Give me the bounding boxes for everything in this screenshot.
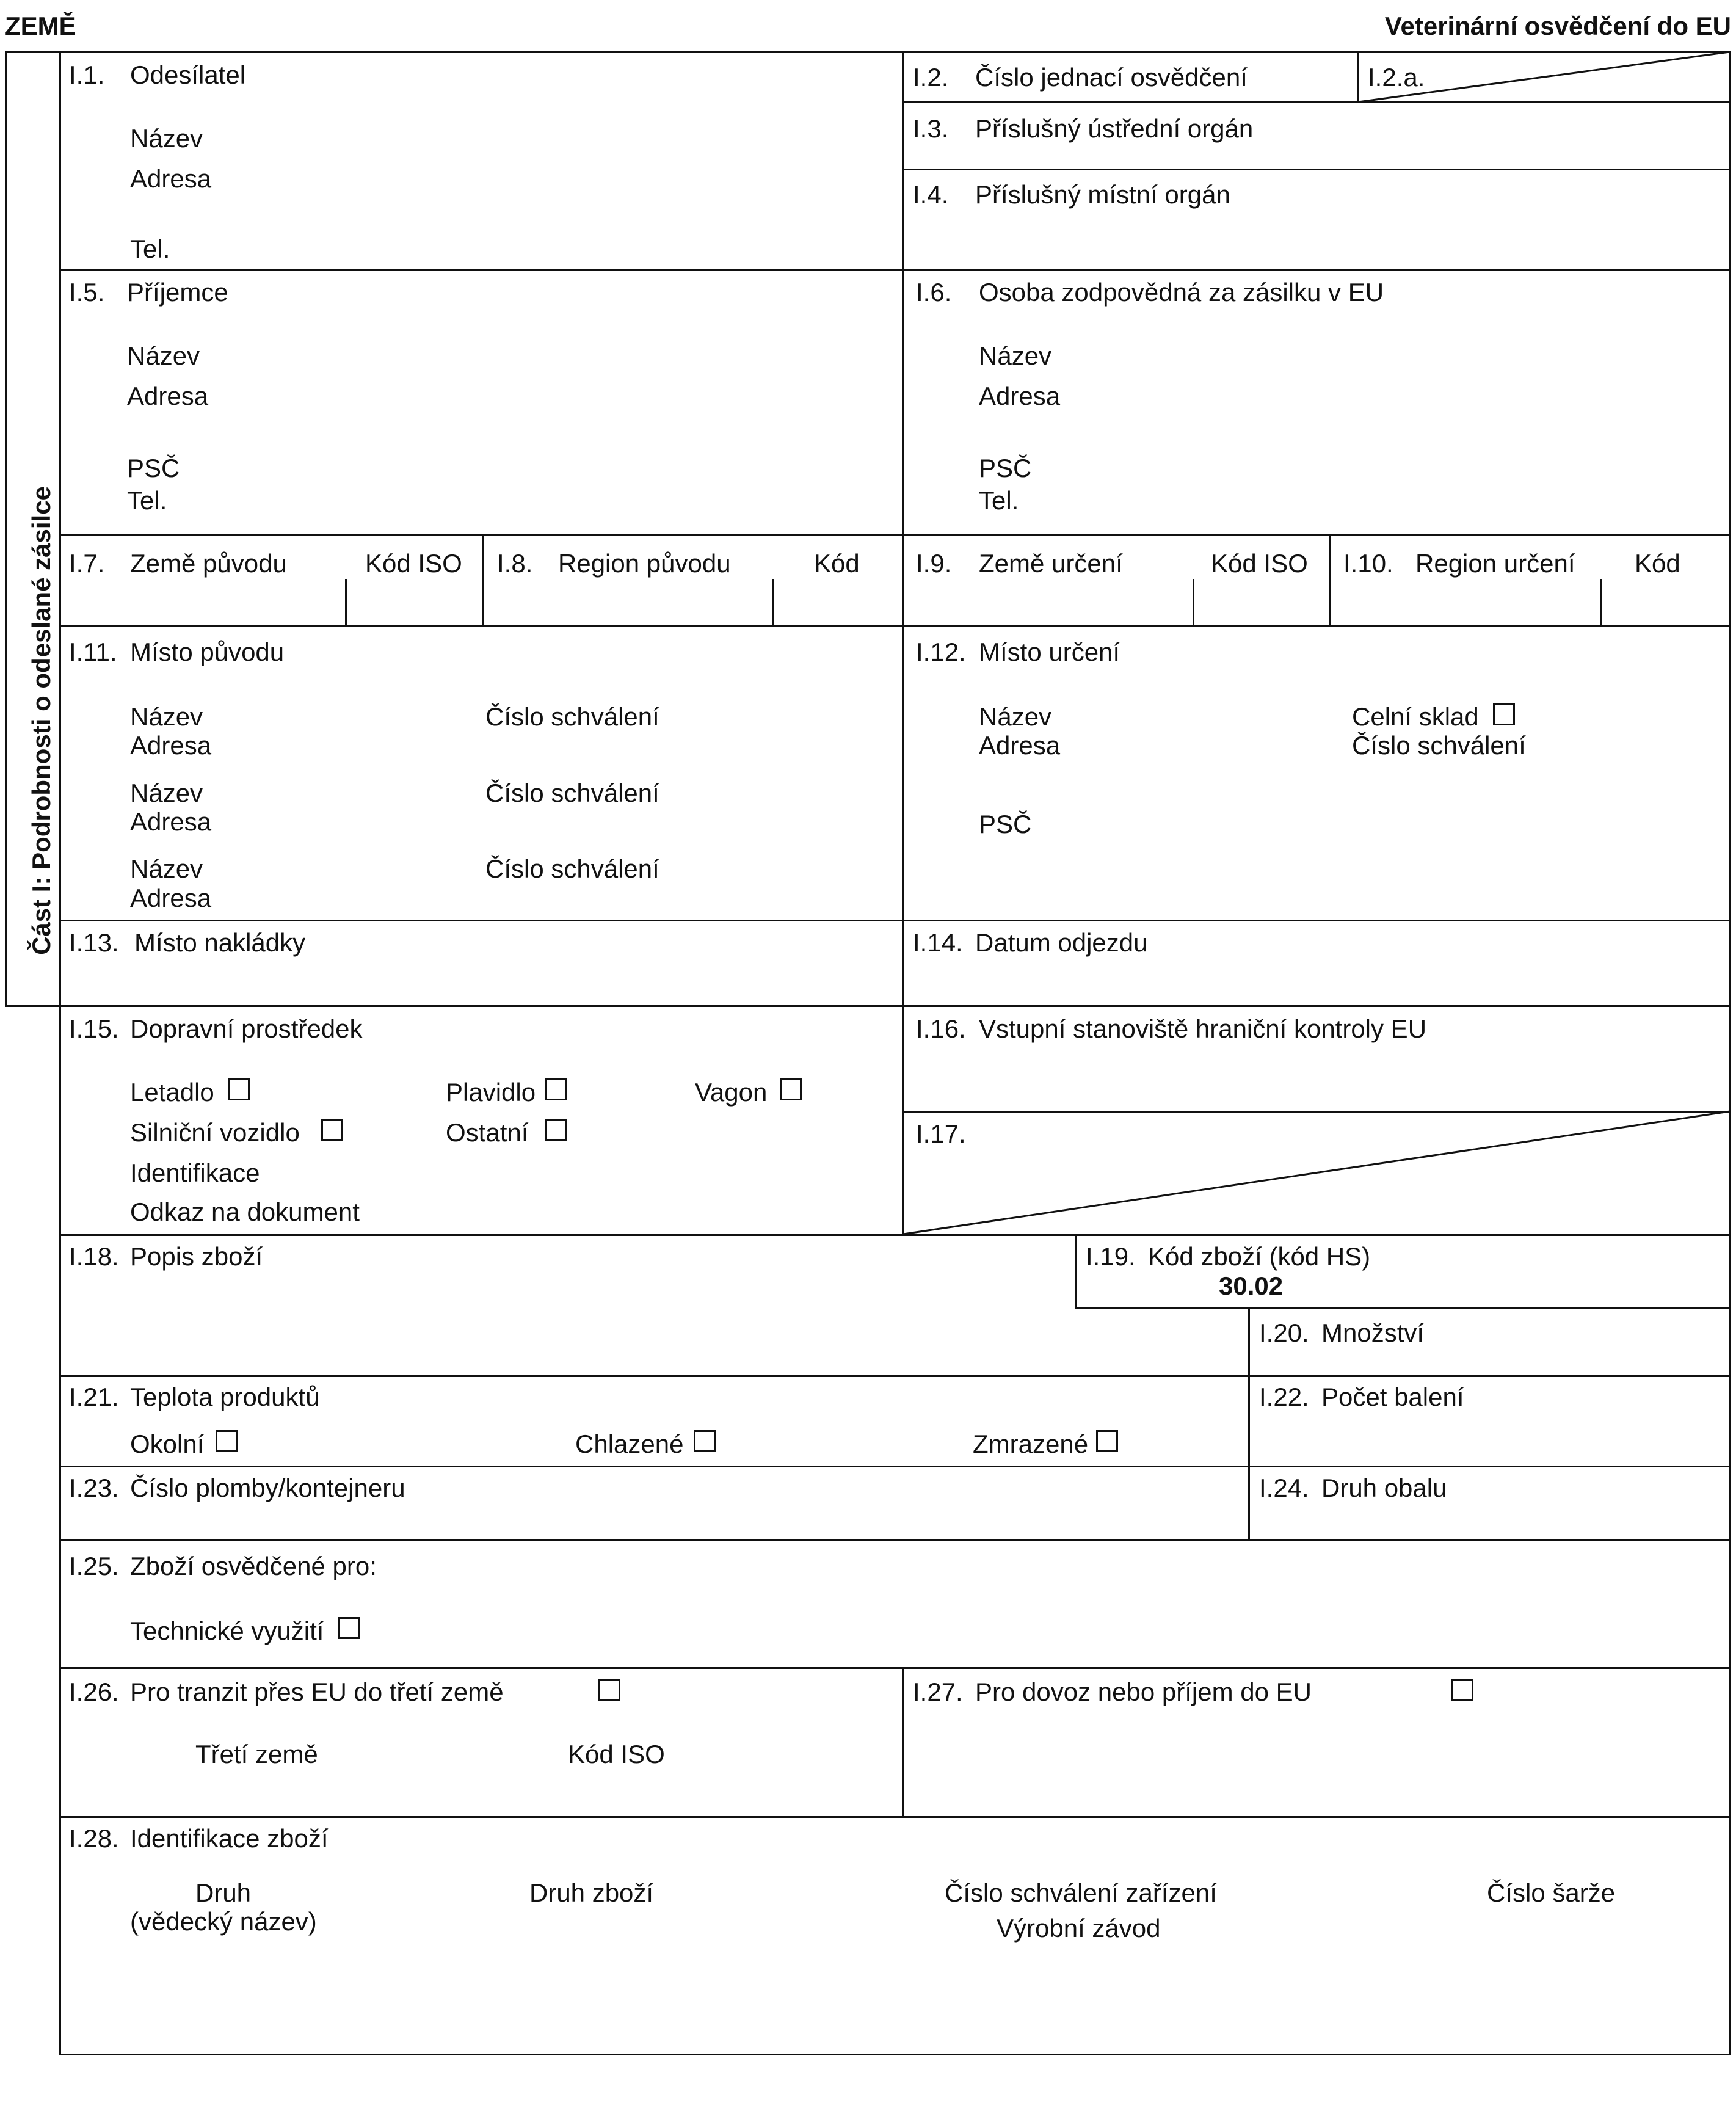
frozen-checkbox[interactable] (1096, 1430, 1118, 1452)
field-number: I.18. (69, 1242, 119, 1271)
origin-approval-label: Číslo schválení (485, 702, 659, 731)
field-number: I.26. (69, 1677, 119, 1706)
country-of-destination-label: Země určení (979, 549, 1123, 578)
country-header: ZEMĚ (5, 12, 76, 40)
manufacturing-plant-header: Výrobní závod (997, 1914, 1161, 1943)
aeroplane-checkbox[interactable] (228, 1078, 250, 1100)
batch-number-header: Číslo šarže (1487, 1878, 1616, 1907)
destination-name-label: Název (979, 702, 1052, 731)
responsible-person-title: Osoba zodpovědná za zásilku v EU (979, 278, 1384, 307)
consignee-name-label: Název (127, 341, 200, 370)
place-of-origin-title: Místo původu (130, 638, 285, 666)
origin-approval-label: Číslo schválení (485, 854, 659, 883)
consignor-title: Odesílatel (130, 60, 246, 89)
railway-wagon-checkbox[interactable] (780, 1078, 802, 1100)
certificate-reference-label: Číslo jednací osvědčení (975, 63, 1248, 92)
field-number: I.25. (69, 1552, 119, 1580)
type-of-packaging-label: Druh obalu (1321, 1474, 1447, 1502)
frozen-label: Zmrazené (973, 1430, 1089, 1458)
field-number: I.21. (69, 1383, 119, 1411)
consignor-name-label: Název (130, 124, 203, 153)
chilled-checkbox[interactable] (694, 1430, 716, 1452)
field-number-2a: I.2.a. (1368, 63, 1425, 92)
ambient-checkbox[interactable] (216, 1430, 238, 1452)
field-number: I.27. (913, 1677, 963, 1706)
transit-label: Pro tranzit přes EU do třetí země (130, 1677, 504, 1706)
responsible-zip-label: PSČ (979, 454, 1032, 482)
consignee-title: Příjemce (127, 278, 228, 307)
local-authority-label: Příslušný místní orgán (975, 180, 1230, 209)
field-number: I.4. (913, 180, 949, 209)
technical-use-checkbox[interactable] (338, 1617, 360, 1639)
chilled-label: Chlazené (575, 1430, 684, 1458)
third-country-iso-label: Kód ISO (568, 1740, 665, 1768)
origin-address-label: Adresa (130, 731, 212, 760)
approval-number-header: Číslo schválení zařízení (945, 1878, 1217, 1907)
destination-approval-label: Číslo schválení (1352, 731, 1526, 760)
other-transport-label: Ostatní (446, 1118, 529, 1147)
commodity-code-label: Kód zboží (kód HS) (1148, 1242, 1371, 1271)
technical-use-label: Technické využití (130, 1616, 324, 1645)
consignee-address-label: Adresa (127, 382, 209, 410)
customs-warehouse-checkbox[interactable] (1493, 703, 1515, 725)
species-scientific-name-header: (vědecký název) (130, 1907, 317, 1936)
ship-checkbox[interactable] (545, 1078, 567, 1100)
quantity-label: Množství (1321, 1318, 1425, 1347)
field-number: I.1. (69, 60, 105, 89)
description-of-commodity-label: Popis zboží (130, 1242, 263, 1271)
region-of-origin-label: Region původu (558, 549, 731, 578)
responsible-tel-label: Tel. (979, 486, 1019, 515)
field-number: I.15. (69, 1014, 119, 1043)
road-vehicle-checkbox[interactable] (321, 1119, 343, 1141)
certificate-title: Veterinární osvědčení do EU (1384, 12, 1731, 40)
origin-address-label: Adresa (130, 884, 212, 912)
field-number: I.24. (1259, 1474, 1309, 1502)
field-number: I.13. (69, 928, 119, 957)
identification-label: Identifikace (130, 1158, 260, 1187)
seal-container-label: Číslo plomby/kontejneru (130, 1474, 405, 1502)
field-number: I.6. (916, 278, 952, 307)
part-one-label: Část I: Podrobnosti o odeslané zásilce (27, 486, 56, 955)
destination-zip-label: PSČ (979, 810, 1032, 838)
document-reference-label: Odkaz na dokument (130, 1198, 360, 1226)
origin-address-label: Adresa (130, 807, 212, 836)
number-of-packages-label: Počet balení (1321, 1383, 1464, 1411)
central-authority-label: Příslušný ústřední orgán (975, 114, 1254, 143)
consignee-tel-label: Tel. (127, 486, 167, 515)
field-number: I.14. (913, 928, 963, 957)
third-country-label: Třetí země (195, 1740, 318, 1768)
transport-title: Dopravní prostředek (130, 1014, 363, 1043)
origin-name-label: Název (130, 854, 203, 883)
destination-address-label: Adresa (979, 731, 1061, 760)
field-number: I.28. (69, 1824, 119, 1853)
origin-region-code-label: Kód (814, 549, 860, 578)
commodities-certified-for-label: Zboží osvědčené pro: (130, 1552, 377, 1580)
consignor-address-label: Adresa (130, 164, 212, 193)
responsible-name-label: Název (979, 341, 1052, 370)
region-of-destination-label: Region určení (1415, 549, 1575, 578)
field-number: I.23. (69, 1474, 119, 1502)
field-number: I.12. (916, 638, 966, 666)
place-of-destination-title: Místo určení (979, 638, 1120, 666)
aeroplane-label: Letadlo (130, 1078, 214, 1107)
nature-of-commodity-header: Druh zboží (529, 1878, 654, 1907)
transit-checkbox[interactable] (598, 1679, 620, 1701)
field-number: I.20. (1259, 1318, 1309, 1347)
field-number: I.2. (913, 63, 949, 92)
field-number: I.16. (916, 1014, 966, 1043)
customs-warehouse-label: Celní sklad (1352, 702, 1479, 731)
ship-label: Plavidlo (446, 1078, 536, 1107)
origin-iso-code-label: Kód ISO (365, 549, 462, 578)
field-number: I.3. (913, 114, 949, 143)
field-number: I.9. (916, 549, 952, 578)
origin-approval-label: Číslo schválení (485, 779, 659, 807)
import-checkbox[interactable] (1451, 1679, 1473, 1701)
field-number: I.11. (69, 638, 117, 666)
origin-name-label: Název (130, 779, 203, 807)
field-number: I.22. (1259, 1383, 1309, 1411)
destination-region-code-label: Kód (1635, 549, 1680, 578)
ambient-label: Okolní (130, 1430, 205, 1458)
responsible-address-label: Adresa (979, 382, 1061, 410)
date-of-departure-label: Datum odjezdu (975, 928, 1148, 957)
field-number-17: I.17. (916, 1119, 966, 1148)
destination-iso-code-label: Kód ISO (1211, 549, 1308, 578)
temperature-title: Teplota produktů (130, 1383, 320, 1411)
species-column-header: Druh (195, 1878, 252, 1907)
identification-of-commodities-label: Identifikace zboží (130, 1824, 329, 1853)
field-number: I.19. (1086, 1242, 1136, 1271)
field-number: I.10. (1343, 549, 1393, 578)
field-number: I.7. (69, 549, 105, 578)
railway-wagon-label: Vagon (695, 1078, 768, 1107)
import-label: Pro dovoz nebo příjem do EU (975, 1677, 1312, 1706)
commodity-code-value: 30.02 (1219, 1271, 1284, 1300)
origin-name-label: Název (130, 702, 203, 731)
consignee-zip-label: PSČ (127, 454, 180, 482)
country-of-origin-label: Země původu (130, 549, 287, 578)
other-transport-checkbox[interactable] (545, 1119, 567, 1141)
consignor-tel-label: Tel. (130, 234, 170, 263)
place-of-loading-label: Místo nakládky (134, 928, 306, 957)
road-vehicle-label: Silniční vozidlo (130, 1118, 300, 1147)
field-number: I.5. (69, 278, 105, 307)
border-inspection-post-label: Vstupní stanoviště hraniční kontroly EU (979, 1014, 1427, 1043)
field-number: I.8. (497, 549, 533, 578)
